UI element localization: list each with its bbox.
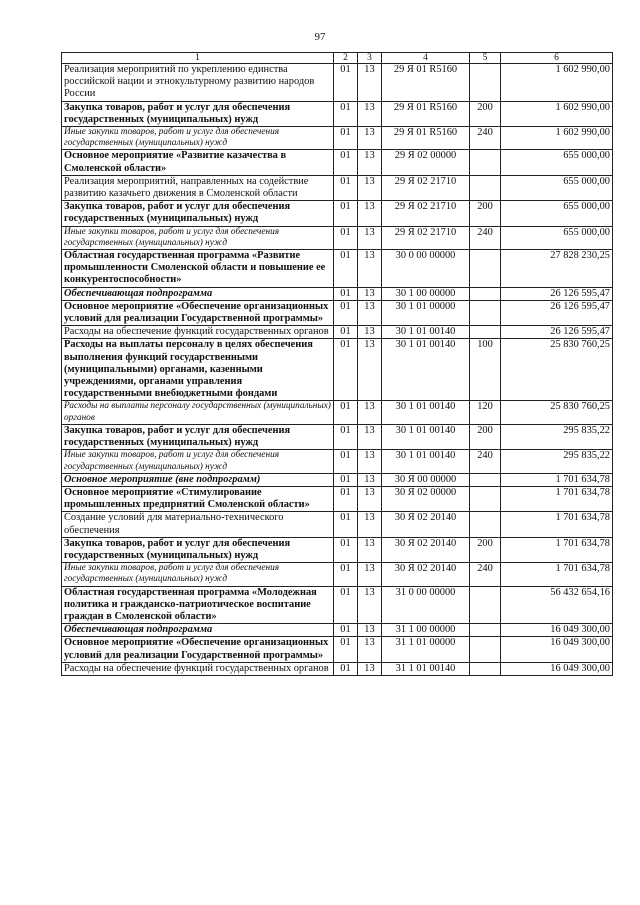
expense-name-cell: Создание условий для материально-технического обеспечения	[62, 512, 334, 537]
subsection-code-cell: 13	[358, 226, 382, 249]
section-code-cell: 01	[334, 64, 358, 102]
section-code-cell: 01	[334, 424, 358, 449]
amount-cell: 25 830 760,25	[501, 401, 613, 424]
expense-name-cell: Закупка товаров, работ и услуг для обеспечения государственных (муниципальных) нужд	[62, 537, 334, 562]
subsection-code-cell: 13	[358, 537, 382, 562]
table-row	[62, 586, 613, 624]
section-code-cell: 01	[334, 101, 358, 126]
expense-type-cell	[470, 662, 501, 675]
expense-type-cell	[470, 473, 501, 486]
subsection-code-cell: 13	[358, 339, 382, 401]
expense-name-cell: Обеспечивающая подпрограмма	[62, 287, 334, 300]
target-article-cell: 30 1 01 00140	[382, 450, 470, 473]
section-code-cell: 01	[334, 201, 358, 226]
table-row	[62, 300, 613, 325]
expense-type-cell	[470, 150, 501, 175]
expense-name-cell: Реализация мероприятий по укреплению единства российской нации и этнокультурному развитию народов России	[62, 64, 334, 102]
amount-cell: 27 828 230,25	[501, 250, 613, 288]
expense-type-cell	[470, 64, 501, 102]
table-row	[62, 150, 613, 175]
subsection-code-cell: 13	[358, 450, 382, 473]
expense-type-cell	[470, 586, 501, 624]
table-row	[62, 287, 613, 300]
subsection-code-cell: 13	[358, 424, 382, 449]
table-row	[62, 339, 613, 401]
amount-cell: 1 701 634,78	[501, 563, 613, 586]
table-row	[62, 450, 613, 473]
subsection-code-cell: 13	[358, 662, 382, 675]
target-article-cell: 30 Я 02 20140	[382, 537, 470, 562]
table-row	[62, 64, 613, 102]
table-row	[62, 537, 613, 562]
amount-cell: 26 126 595,47	[501, 300, 613, 325]
target-article-cell: 29 Я 01 R5160	[382, 64, 470, 102]
amount-cell: 1 701 634,78	[501, 512, 613, 537]
expense-type-cell	[470, 486, 501, 511]
target-article-cell: 29 Я 02 21710	[382, 175, 470, 200]
expense-name-cell: Основное мероприятие «Обеспечение организационных условий для реализации Государственной программы»	[62, 637, 334, 662]
expense-name-cell: Реализация мероприятий, направленных на содействие развитию казачьего движения в Смоленской области	[62, 175, 334, 200]
expense-name-cell: Основное мероприятие «Развитие казачества в Смоленской области»	[62, 150, 334, 175]
target-article-cell: 29 Я 01 R5160	[382, 101, 470, 126]
expense-type-cell: 200	[470, 101, 501, 126]
section-code-cell: 01	[334, 662, 358, 675]
subsection-code-cell: 13	[358, 512, 382, 537]
amount-cell: 1 602 990,00	[501, 127, 613, 150]
subsection-code-cell: 13	[358, 127, 382, 150]
expense-name-cell: Основное мероприятие «Стимулирование промышленных предприятий Смоленской области»	[62, 486, 334, 511]
budget-table	[61, 52, 613, 676]
table-row	[62, 250, 613, 288]
expense-type-cell: 240	[470, 563, 501, 586]
table-row	[62, 563, 613, 586]
target-article-cell: 29 Я 02 00000	[382, 150, 470, 175]
expense-name-cell: Иные закупки товаров, работ и услуг для обеспечения государственных (муниципальных) нужд	[62, 226, 334, 249]
expense-name-cell: Областная государственная программа «Молодежная политика и гражданско-патриотическое воспитание граждан в Смоленской области»	[62, 586, 334, 624]
table-row	[62, 401, 613, 424]
target-article-cell: 29 Я 02 21710	[382, 201, 470, 226]
header-col-1: 1	[62, 53, 334, 64]
table-row	[62, 486, 613, 511]
section-code-cell: 01	[334, 127, 358, 150]
expense-name-cell: Расходы на обеспечение функций государственных органов	[62, 326, 334, 339]
expense-type-cell	[470, 326, 501, 339]
header-col-3: 3	[358, 53, 382, 64]
section-code-cell: 01	[334, 537, 358, 562]
header-col-4: 4	[382, 53, 470, 64]
target-article-cell: 31 1 00 00000	[382, 624, 470, 637]
subsection-code-cell: 13	[358, 300, 382, 325]
amount-cell: 16 049 300,00	[501, 637, 613, 662]
table-row	[62, 127, 613, 150]
expense-name-cell: Обеспечивающая подпрограмма	[62, 624, 334, 637]
expense-name-cell: Иные закупки товаров, работ и услуг для обеспечения государственных (муниципальных) нужд	[62, 127, 334, 150]
subsection-code-cell: 13	[358, 175, 382, 200]
table-row	[62, 424, 613, 449]
expense-name-cell: Закупка товаров, работ и услуг для обеспечения государственных (муниципальных) нужд	[62, 101, 334, 126]
section-code-cell: 01	[334, 326, 358, 339]
table-row	[62, 201, 613, 226]
amount-cell: 56 432 654,16	[501, 586, 613, 624]
section-code-cell: 01	[334, 512, 358, 537]
amount-cell: 1 602 990,00	[501, 64, 613, 102]
target-article-cell: 30 Я 02 00000	[382, 486, 470, 511]
header-col-2: 2	[334, 53, 358, 64]
section-code-cell: 01	[334, 486, 358, 511]
page-number: 97	[314, 31, 326, 43]
subsection-code-cell: 13	[358, 150, 382, 175]
expense-name-cell: Основное мероприятие «Обеспечение организационных условий для реализации Государственной программы»	[62, 300, 334, 325]
subsection-code-cell: 13	[358, 637, 382, 662]
amount-cell: 1 701 634,78	[501, 473, 613, 486]
table-row	[62, 473, 613, 486]
table-row	[62, 101, 613, 126]
expense-name-cell: Расходы на выплаты персоналу в целях обеспечения выполнения функций государственными (муниципальными) органами, казенными учреждениями, органами управления государственными внебюджетными фондами	[62, 339, 334, 401]
section-code-cell: 01	[334, 250, 358, 288]
section-code-cell: 01	[334, 339, 358, 401]
expense-name-cell: Областная государственная программа «Развитие промышленности Смоленской области и повышение ее конкурентоспособности»	[62, 250, 334, 288]
table-row	[62, 637, 613, 662]
expense-type-cell: 240	[470, 226, 501, 249]
subsection-code-cell: 13	[358, 486, 382, 511]
section-code-cell: 01	[334, 287, 358, 300]
amount-cell: 655 000,00	[501, 201, 613, 226]
expense-name-cell: Иные закупки товаров, работ и услуг для обеспечения государственных (муниципальных) нужд	[62, 450, 334, 473]
amount-cell: 16 049 300,00	[501, 662, 613, 675]
target-article-cell: 31 1 01 00000	[382, 637, 470, 662]
expense-type-cell: 240	[470, 450, 501, 473]
subsection-code-cell: 13	[358, 201, 382, 226]
subsection-code-cell: 13	[358, 624, 382, 637]
table-row	[62, 226, 613, 249]
table-row	[62, 624, 613, 637]
expense-type-cell	[470, 300, 501, 325]
expense-type-cell: 200	[470, 201, 501, 226]
expense-type-cell: 200	[470, 537, 501, 562]
expense-type-cell	[470, 624, 501, 637]
amount-cell: 655 000,00	[501, 150, 613, 175]
target-article-cell: 29 Я 02 21710	[382, 226, 470, 249]
target-article-cell: 30 1 00 00000	[382, 287, 470, 300]
section-code-cell: 01	[334, 586, 358, 624]
amount-cell: 655 000,00	[501, 175, 613, 200]
expense-type-cell	[470, 637, 501, 662]
table-header-row	[62, 53, 613, 64]
section-code-cell: 01	[334, 226, 358, 249]
subsection-code-cell: 13	[358, 64, 382, 102]
table-row	[62, 175, 613, 200]
header-col-5: 5	[470, 53, 501, 64]
subsection-code-cell: 13	[358, 563, 382, 586]
expense-name-cell: Закупка товаров, работ и услуг для обеспечения государственных (муниципальных) нужд	[62, 201, 334, 226]
table-row	[62, 662, 613, 675]
section-code-cell: 01	[334, 637, 358, 662]
target-article-cell: 30 1 01 00000	[382, 300, 470, 325]
target-article-cell: 30 1 01 00140	[382, 326, 470, 339]
amount-cell: 1 602 990,00	[501, 101, 613, 126]
expense-name-cell: Основное мероприятие (вне подпрограмм)	[62, 473, 334, 486]
expense-type-cell	[470, 250, 501, 288]
expense-type-cell: 120	[470, 401, 501, 424]
amount-cell: 1 701 634,78	[501, 537, 613, 562]
section-code-cell: 01	[334, 473, 358, 486]
expense-type-cell	[470, 512, 501, 537]
expense-name-cell: Закупка товаров, работ и услуг для обеспечения государственных (муниципальных) нужд	[62, 424, 334, 449]
target-article-cell: 30 Я 02 20140	[382, 563, 470, 586]
expense-type-cell: 240	[470, 127, 501, 150]
amount-cell: 295 835,22	[501, 424, 613, 449]
subsection-code-cell: 13	[358, 473, 382, 486]
expense-name-cell: Расходы на обеспечение функций государственных органов	[62, 662, 334, 675]
subsection-code-cell: 13	[358, 326, 382, 339]
section-code-cell: 01	[334, 175, 358, 200]
expense-type-cell: 200	[470, 424, 501, 449]
section-code-cell: 01	[334, 150, 358, 175]
header-col-6: 6	[501, 53, 613, 64]
target-article-cell: 30 1 01 00140	[382, 339, 470, 401]
amount-cell: 655 000,00	[501, 226, 613, 249]
amount-cell: 1 701 634,78	[501, 486, 613, 511]
table-row	[62, 326, 613, 339]
target-article-cell: 30 Я 00 00000	[382, 473, 470, 486]
expense-name-cell: Иные закупки товаров, работ и услуг для обеспечения государственных (муниципальных) нужд	[62, 563, 334, 586]
section-code-cell: 01	[334, 300, 358, 325]
section-code-cell: 01	[334, 401, 358, 424]
expense-name-cell: Расходы на выплаты персоналу государственных (муниципальных) органов	[62, 401, 334, 424]
amount-cell: 295 835,22	[501, 450, 613, 473]
table-row	[62, 512, 613, 537]
target-article-cell: 31 0 00 00000	[382, 586, 470, 624]
expense-type-cell	[470, 287, 501, 300]
target-article-cell: 31 1 01 00140	[382, 662, 470, 675]
expense-type-cell	[470, 175, 501, 200]
subsection-code-cell: 13	[358, 101, 382, 126]
section-code-cell: 01	[334, 563, 358, 586]
target-article-cell: 30 Я 02 20140	[382, 512, 470, 537]
amount-cell: 16 049 300,00	[501, 624, 613, 637]
target-article-cell: 30 1 01 00140	[382, 401, 470, 424]
amount-cell: 26 126 595,47	[501, 287, 613, 300]
section-code-cell: 01	[334, 624, 358, 637]
target-article-cell: 29 Я 01 R5160	[382, 127, 470, 150]
target-article-cell: 30 1 01 00140	[382, 424, 470, 449]
amount-cell: 25 830 760,25	[501, 339, 613, 401]
amount-cell: 26 126 595,47	[501, 326, 613, 339]
expense-type-cell: 100	[470, 339, 501, 401]
subsection-code-cell: 13	[358, 287, 382, 300]
subsection-code-cell: 13	[358, 586, 382, 624]
subsection-code-cell: 13	[358, 250, 382, 288]
subsection-code-cell: 13	[358, 401, 382, 424]
section-code-cell: 01	[334, 450, 358, 473]
target-article-cell: 30 0 00 00000	[382, 250, 470, 288]
